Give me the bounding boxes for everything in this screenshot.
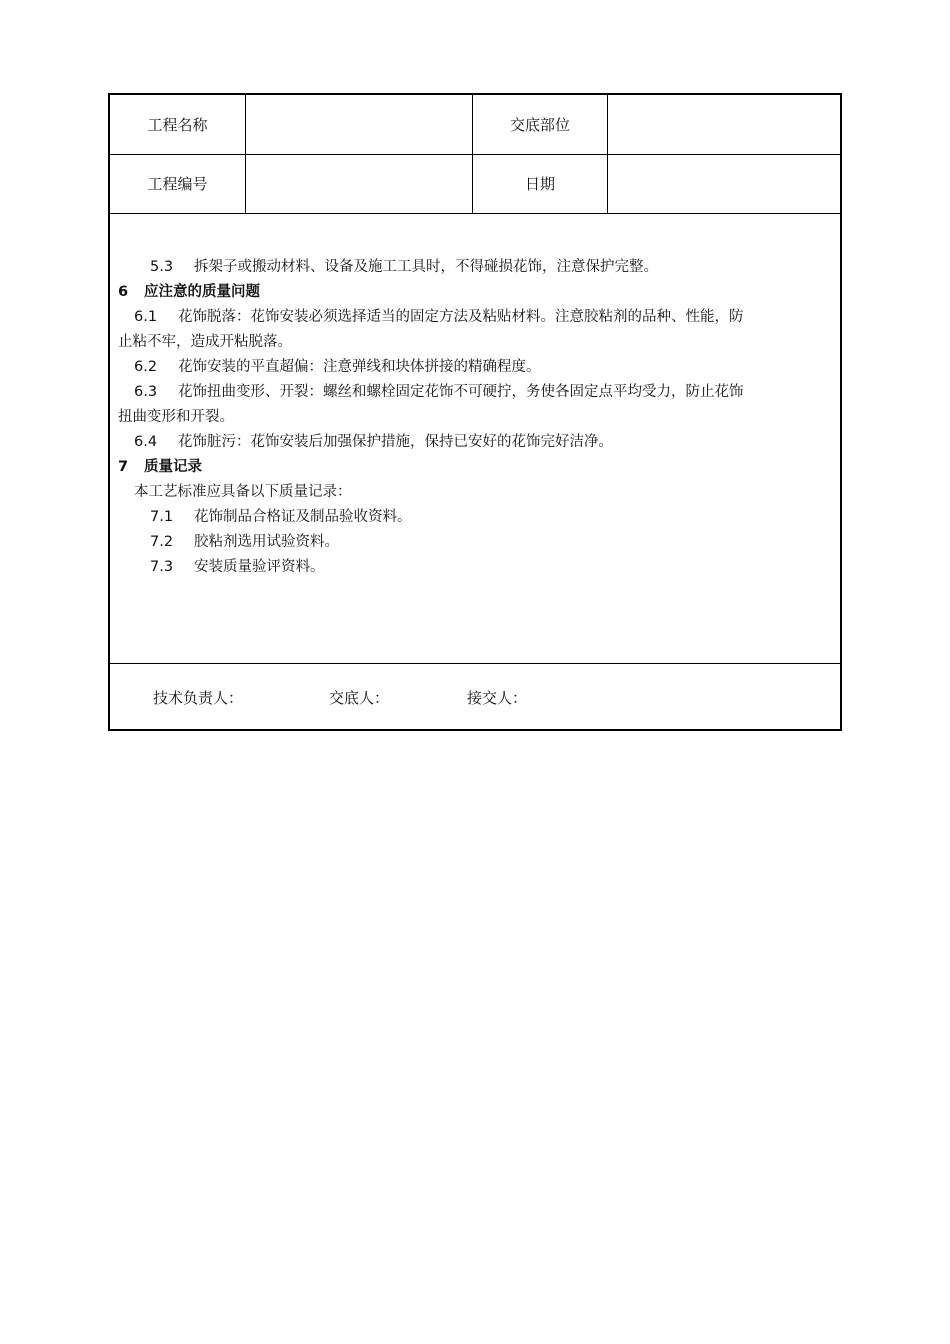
disclosure-form bbox=[108, 93, 842, 731]
item-6-3-continued: 扭曲变形和开裂。 bbox=[118, 409, 234, 425]
header-row-2 bbox=[110, 154, 840, 214]
receiver-label: 接交人： bbox=[467, 689, 528, 707]
project-name-label: 工程名称 bbox=[110, 95, 246, 154]
content-area bbox=[110, 214, 840, 664]
item-5-3: 5.3 拆架子或搬动材料、设备及施工工具时，不得碰损花饰，注意保护完整。 bbox=[150, 259, 658, 275]
header-row-1 bbox=[110, 95, 840, 155]
location-label: 交底部位 bbox=[473, 95, 608, 154]
signature-row bbox=[110, 663, 840, 729]
item-6-1: 6.1 花饰脱落：花饰安装必须选择适当的固定方法及粘贴材料。注意胶粘剂的品种、性能，防 bbox=[134, 309, 744, 325]
item-6-4: 6.4 花饰脏污：花饰安装后加强保护措施，保持已安好的花饰完好洁净。 bbox=[134, 434, 613, 450]
item-7-3: 7.3 安装质量验评资料。 bbox=[150, 559, 325, 575]
section-7-heading: 7 质量记录 bbox=[118, 459, 202, 475]
item-7-1: 7.1 花饰制品合格证及制品验收资料。 bbox=[150, 509, 412, 525]
records-intro: 本工艺标准应具备以下质量记录： bbox=[134, 484, 352, 500]
item-6-1-continued: 止粘不牢，造成开粘脱落。 bbox=[118, 334, 292, 350]
item-6-3: 6.3 花饰扭曲变形、开裂：螺丝和螺栓固定花饰不可硬拧，务使各固定点平均受力，防止花饰 bbox=[134, 384, 744, 400]
project-no-label: 工程编号 bbox=[110, 154, 246, 213]
tech-lead-label: 技术负责人： bbox=[153, 689, 244, 707]
date-field[interactable] bbox=[608, 154, 842, 213]
project-no-field[interactable] bbox=[246, 154, 473, 213]
item-6-2: 6.2 花饰安装的平直超偏：注意弹线和块体拼接的精确程度。 bbox=[134, 359, 541, 375]
location-field[interactable] bbox=[608, 95, 842, 154]
item-7-2: 7.2 胶粘剂选用试验资料。 bbox=[150, 534, 339, 550]
section-6-heading: 6 应注意的质量问题 bbox=[118, 284, 260, 300]
date-label: 日期 bbox=[473, 154, 608, 213]
project-name-field[interactable] bbox=[246, 95, 473, 154]
handover-label: 交底人： bbox=[329, 689, 390, 707]
